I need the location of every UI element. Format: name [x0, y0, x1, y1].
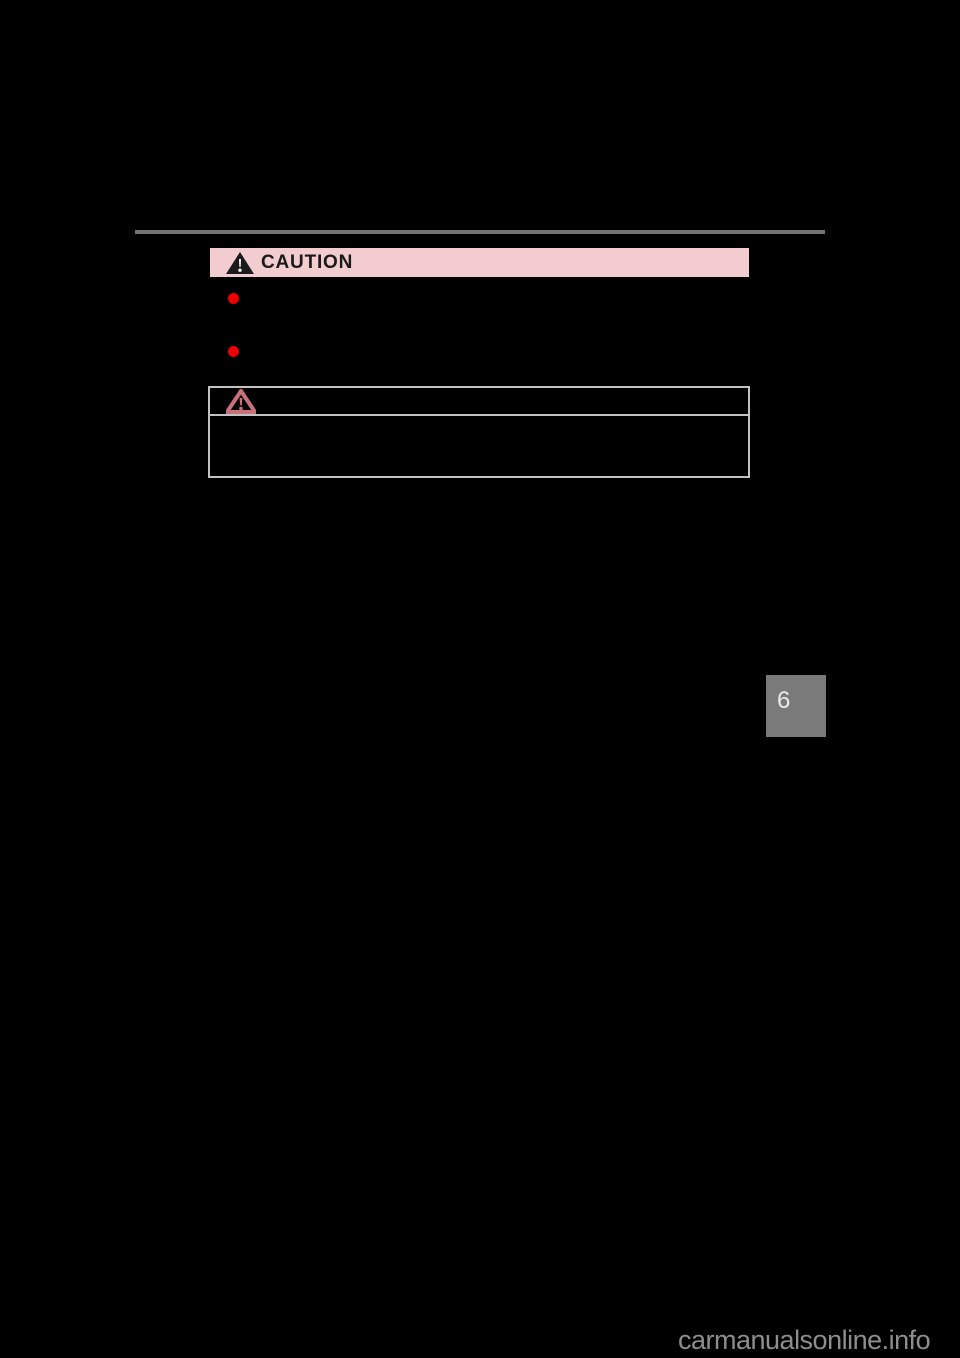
- caution-banner: [210, 248, 749, 277]
- notice-box-header: [210, 388, 748, 416]
- chapter-tab-number: 6: [777, 687, 791, 714]
- list-bullet: [228, 346, 239, 357]
- warning-triangle-outline-icon: [226, 389, 256, 414]
- caution-banner-label: CAUTION: [261, 251, 354, 273]
- chapter-tab: [766, 675, 826, 737]
- top-rule-divider: [135, 230, 825, 234]
- warning-triangle-icon: [226, 252, 254, 274]
- list-bullet: [228, 293, 239, 304]
- notice-box: [208, 386, 750, 478]
- notice-box-body: [210, 416, 748, 476]
- watermark-text: carmanualsonline.info: [678, 1325, 931, 1355]
